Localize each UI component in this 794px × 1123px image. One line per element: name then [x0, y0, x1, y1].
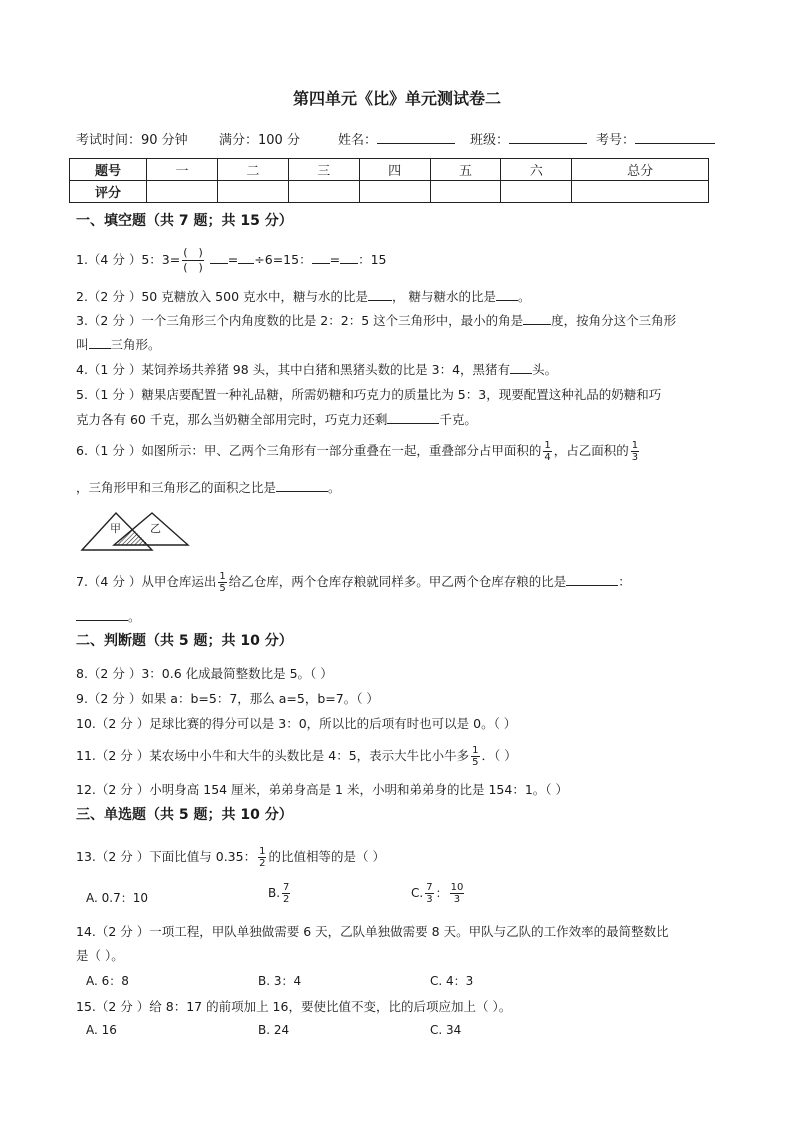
q13-option-c-den-1: 3	[426, 894, 433, 905]
q7-fraction-num: 1	[219, 571, 226, 582]
q14-option-c[interactable]: C. 4：3	[430, 974, 474, 988]
q6-fraction-1	[543, 440, 551, 463]
page-title: 第四单元《比》单元测试卷二	[292, 89, 501, 108]
q7-fraction	[218, 571, 226, 594]
score-row-label: 评分	[70, 181, 147, 203]
q1-equals-2: =	[329, 252, 341, 267]
score-header-cell: 一	[147, 159, 218, 181]
q1-text: 1.（4 分 ）5：3=	[76, 252, 181, 267]
q1-equals: =	[227, 252, 239, 267]
q5-blank[interactable]	[387, 410, 439, 424]
q7-fraction-den: 5	[219, 583, 226, 594]
score-header-cell: 五	[430, 159, 501, 181]
q2-blank-2[interactable]	[496, 287, 518, 301]
question-11	[76, 745, 517, 768]
q3-blank-2[interactable]	[89, 335, 111, 349]
q7-colon: ：	[618, 574, 631, 589]
q13-option-c-colon: ：	[435, 886, 448, 900]
q6-text-2: ，占乙面积的	[553, 443, 629, 458]
q1-text-3: ：15	[358, 252, 387, 267]
question-14-cont: 是（ ）。	[76, 948, 124, 963]
q4-text-2: 头。	[532, 362, 558, 377]
q2-text-2: ， 糖与糖水的比是	[392, 289, 496, 304]
label-jia: 甲	[110, 522, 121, 535]
q11-text-2: ．（ ）	[481, 748, 517, 763]
exam-time: 考试时间：90 分钟	[76, 133, 188, 148]
q6-blank[interactable]	[276, 478, 328, 492]
score-header-cell: 四	[359, 159, 430, 181]
exam-number-text: 考号：	[596, 133, 636, 148]
q6-fraction-2-num: 1	[631, 440, 639, 451]
q13-fraction-den: 2	[259, 858, 266, 869]
q3-blank-1[interactable]	[523, 311, 551, 325]
q1-fraction	[182, 246, 204, 275]
q3-text-2: 度，按角分这个三角形	[551, 313, 677, 328]
q6-fraction-2-den: 3	[631, 452, 639, 463]
q1-fraction-numerator: ( )	[183, 246, 203, 259]
question-7	[76, 571, 631, 594]
q6-text-3: ，三角形甲和三角形乙的面积之比是	[76, 480, 277, 495]
exam-number-label	[596, 129, 715, 148]
name-label-text: 姓名：	[338, 133, 378, 148]
q15-option-a[interactable]: A. 16	[86, 1023, 117, 1037]
q2-text-3: 。	[518, 289, 531, 304]
score-cell[interactable]	[501, 181, 572, 203]
q13-option-c[interactable]	[411, 882, 466, 905]
section-heading-true-false: 二、判断题（共 5 题；共 10 分）	[76, 633, 293, 649]
question-4	[76, 360, 557, 378]
question-5-cont	[76, 410, 477, 428]
score-table-score-row	[70, 181, 709, 203]
class-label-text: 班级：	[470, 133, 510, 148]
score-header-cell: 题号	[70, 159, 147, 181]
q15-option-c[interactable]: C. 34	[430, 1023, 462, 1037]
q1-text-2: ÷6=15：	[254, 252, 312, 267]
label-yi: 乙	[150, 522, 161, 535]
score-cell[interactable]	[572, 181, 709, 203]
q4-text: 4.（1 分 ）某饲养场共养猪 98 头，其中白猪和黑猪头数的比是 3：4，黑猪有	[76, 362, 511, 377]
question-14: 14.（2 分 ）一项工程，甲队单独做需要 6 天，乙队单独做需要 8 天。甲队与乙队的工作效率的最简整数比	[76, 924, 669, 939]
question-2	[76, 287, 531, 305]
score-table	[69, 158, 709, 203]
q13-option-b-label: B.	[268, 886, 281, 900]
question-7-cont	[76, 607, 141, 625]
q1-blank-4[interactable]	[340, 250, 358, 264]
q7-text: 7.（4 分 ）从甲仓库运出	[76, 574, 217, 589]
score-header-cell: 三	[288, 159, 359, 181]
question-12: 12.（2 分 ）小明身高 154 厘米，弟弟身高是 1 米，小明和弟弟身的比是 154：1。（ ）	[76, 782, 568, 797]
score-header-cell: 六	[501, 159, 572, 181]
q13-option-c-fraction-1	[425, 882, 433, 905]
q13-option-b-den: 2	[283, 894, 290, 905]
q13-option-b-num: 7	[283, 882, 290, 893]
score-header-cell: 总分	[572, 159, 709, 181]
score-cell[interactable]	[359, 181, 430, 203]
q3-text: 3.（2 分 ）一个三角形三个内角度数的比是 2：2：5 这个三角形中，最小的角是	[76, 313, 524, 328]
q13-option-b[interactable]	[268, 882, 292, 905]
q6-text-4: 。	[328, 480, 341, 495]
q1-blank-1[interactable]	[210, 250, 228, 264]
question-13	[76, 846, 385, 869]
q11-fraction-num: 1	[472, 745, 479, 756]
q1-fraction-denominator: ( )	[183, 261, 203, 274]
score-header-cell: 二	[217, 159, 288, 181]
question-6-cont	[76, 478, 341, 496]
score-cell[interactable]	[288, 181, 359, 203]
q7-text-3: 。	[128, 609, 141, 624]
q11-text: 11.（2 分 ）某农场中小牛和大牛的头数比是 4：5，表示大牛比小牛多	[76, 748, 470, 763]
name-field[interactable]	[377, 129, 455, 144]
q7-blank-1[interactable]	[566, 572, 618, 586]
name-label	[338, 129, 455, 148]
q1-blank-2[interactable]	[238, 250, 254, 264]
q7-text-2: 给乙仓库，两个仓库存粮就同样多。甲乙两个仓库存粮的比是	[228, 574, 567, 589]
q2-blank-1[interactable]	[368, 287, 392, 301]
section-heading-multiple-choice: 三、单选题（共 5 题；共 10 分）	[76, 807, 293, 823]
q13-fraction-num: 1	[259, 846, 266, 857]
exam-number-field[interactable]	[635, 129, 715, 144]
score-table-header-row	[70, 159, 709, 181]
q4-blank[interactable]	[510, 360, 532, 374]
q13-option-c-num-2: 10	[450, 882, 464, 893]
q14-option-b[interactable]: B. 3：4	[258, 974, 302, 988]
q13-option-a[interactable]: A. 0.7：10	[86, 891, 148, 905]
q13-text: 13.（2 分 ）下面比值与 0.35：	[76, 849, 257, 864]
q13-fraction	[258, 846, 266, 869]
q3-text-4: 三角形。	[110, 337, 161, 352]
q2-text: 2.（2 分 ）50 克糖放入 500 克水中，糖与水的比是	[76, 289, 369, 304]
q6-fraction-1-den: 4	[544, 452, 551, 463]
q5-text-3: 千克。	[439, 412, 477, 427]
class-field[interactable]	[509, 129, 587, 144]
score-cell[interactable]	[217, 181, 288, 203]
class-label	[470, 129, 587, 148]
q13-option-c-label: C.	[411, 886, 424, 900]
score-cell[interactable]	[147, 181, 218, 203]
q6-fraction-1-num: 1	[544, 440, 551, 451]
question-15: 15.（2 分 ）给 8：17 的前项加上 16，要使比值不变，比的后项应加上（ ）。	[76, 999, 512, 1014]
overlapping-triangles-figure	[80, 510, 192, 552]
q11-fraction	[471, 745, 479, 768]
q11-fraction-den: 5	[472, 757, 479, 768]
question-3-cont	[76, 335, 161, 353]
q13-option-c-num-1: 7	[426, 882, 433, 893]
question-8: 8.（2 分 ）3：0.6 化成最简整数比是 5。（ ）	[76, 666, 333, 681]
question-9: 9.（2 分 ）如果 a：b=5：7，那么 a=5，b=7。（ ）	[76, 691, 379, 706]
q14-option-a[interactable]: A. 6：8	[86, 974, 129, 988]
full-score: 满分：100 分	[219, 133, 300, 148]
q6-fraction-2	[631, 440, 639, 463]
q13-option-c-fraction-2	[450, 882, 465, 905]
q1-blank-3[interactable]	[312, 250, 330, 264]
section-heading-fill-blank: 一、填空题（共 7 题；共 15 分）	[76, 213, 293, 229]
question-3	[76, 311, 676, 329]
q3-text-3: 叫	[76, 337, 89, 352]
question-5: 5.（1 分 ）糖果店要配置一种礼品糖，所需奶糖和巧克力的质量比为 5：3，现要配置这种礼品的奶糖和巧	[76, 387, 662, 402]
q5-text-2: 克力各有 60 千克，那么当奶糖全部用完时，巧克力还剩	[76, 412, 388, 427]
q7-blank-2[interactable]	[76, 607, 128, 621]
score-cell[interactable]	[430, 181, 501, 203]
question-6	[76, 440, 641, 463]
q13-text-2: 的比值相等的是（ ）	[268, 849, 385, 864]
question-10: 10.（2 分 ）足球比赛的得分可以是 3：0，所以比的后项有时也可以是 0。（ ）	[76, 716, 517, 731]
q6-text: 6.（1 分 ）如图所示：甲、乙两个三角形有一部分重叠在一起，重叠部分占甲面积的	[76, 443, 542, 458]
q15-option-b[interactable]: B. 24	[258, 1023, 290, 1037]
q13-option-b-fraction	[282, 882, 290, 905]
q13-option-c-den-2: 3	[453, 894, 461, 905]
question-1	[76, 246, 386, 275]
